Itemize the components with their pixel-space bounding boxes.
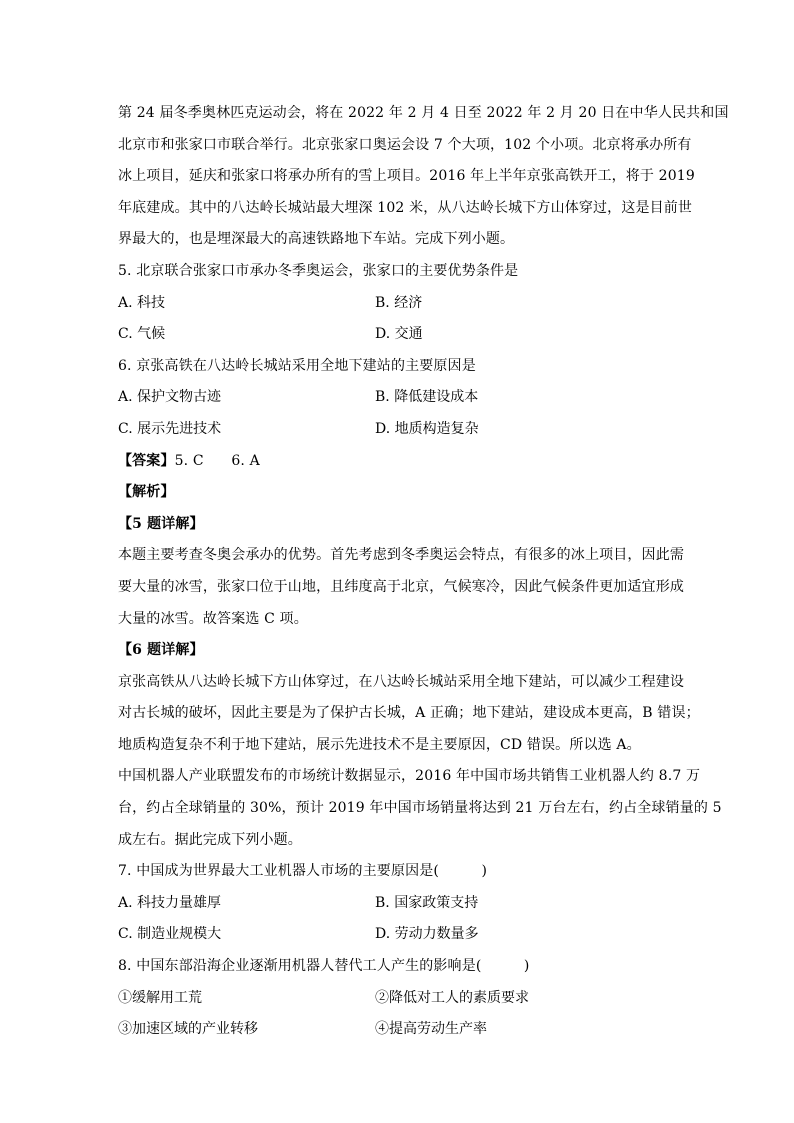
option-row: [118, 414, 678, 446]
detail-line: 要大量的冰雪，张家口位于山地，且纬度高于北京，气候寒冷，因此气候条件更加适宜形成: [118, 578, 684, 595]
passage-robots: [118, 761, 722, 856]
passage-olympics: [118, 98, 729, 256]
passage-line: 界最大的，也是埋深最大的高速铁路地下车站。完成下列小题。: [118, 231, 515, 248]
question-stem: 6. 京张高铁在八达岭长城站采用全地下建站的主要原因是: [118, 357, 476, 374]
passage-line: 台，约占全球销量的 30%，预计 2019 年中国市场销量将达到 21 万台左右，约占全球销量的 5: [118, 800, 722, 817]
option-row: [118, 983, 678, 1015]
passage-line: 中国机器人产业联盟发布的市场统计数据显示，2016 年中国市场共销售工业机器人约 8.7 万: [118, 768, 701, 785]
option-3: ③加速区域的产业转移: [118, 1021, 258, 1038]
option-a: A. 保护文物古迹: [118, 389, 222, 406]
option-row: [118, 1014, 678, 1046]
passage-line: 北京市和张家口市联合举行。北京张家口奥运会设 7 个大项，102 个小项。北京将承办所有: [118, 136, 692, 153]
q6-detail-tag: 【6 题详解】: [118, 642, 204, 659]
option-a: A. 科技: [118, 294, 166, 311]
question-6: [118, 351, 678, 446]
option-row: [118, 888, 678, 920]
detail-line: 大量的冰雪。故答案选 C 项。: [118, 610, 308, 627]
answer-tag: 【答案】: [118, 452, 175, 469]
passage-line: 第 24 届冬季奥林匹克运动会，将在 2022 年 2 月 4 日至 2022 年 2 月 20 日在中华人民共和国: [118, 105, 729, 121]
document-content: [118, 98, 729, 1046]
detail-line: 地质构造复杂不利于地下建站，展示先进技术不是主要原因，CD 错误。所以选 A。: [118, 736, 641, 753]
option-1: ①缓解用工荒: [118, 989, 202, 1006]
detail-line: 对古长城的破坏，因此主要是为了保护古长城，A 正确；地下建站，建设成本更高，B 错误；: [118, 705, 700, 722]
option-2: ②降低对工人的素质要求: [375, 989, 529, 1006]
option-row: [118, 288, 678, 320]
answer-text: 5. C 6. A: [174, 452, 260, 469]
detail-line: 京张高铁从八达岭长城下方山体穿过，在八达岭长城站采用全地下建站，可以减少工程建设: [118, 673, 684, 690]
option-d: D. 交通: [375, 326, 423, 343]
q5-detail-tag: 【5 题详解】: [118, 515, 204, 532]
detail-line: 本题主要考查冬奥会承办的优势。首先考虑到冬季奥运会特点，有很多的冰上项目，因此需: [118, 547, 684, 564]
option-c: C. 气候: [118, 326, 166, 343]
q6-detail: [118, 667, 700, 762]
option-a: A. 科技力量雄厚: [118, 894, 222, 911]
passage-line: 年底建成。其中的八达岭长城站最大埋深 102 米，从八达岭长城下方山体穿过，这是目前世: [118, 199, 693, 216]
option-c: C. 制造业规模大: [118, 926, 222, 943]
question-5: [118, 256, 678, 351]
option-b: B. 经济: [375, 294, 423, 311]
option-c: C. 展示先进技术: [118, 420, 222, 437]
question-stem: 8. 中国东部沿海企业逐渐用机器人替代工人产生的影响是( ): [118, 958, 530, 975]
option-4: ④提高劳动生产率: [375, 1021, 487, 1038]
q5-detail: [118, 540, 684, 635]
option-d: D. 地质构造复杂: [375, 420, 479, 437]
option-b: B. 降低建设成本: [375, 389, 479, 406]
question-7: [118, 856, 678, 951]
option-row: [118, 382, 678, 414]
analysis-tag: 【解析】: [118, 484, 175, 501]
passage-line: 冰上项目，延庆和张家口将承办所有的雪上项目。2016 年上半年京张高铁开工，将于 2019: [118, 168, 695, 185]
option-d: D. 劳动力数量多: [375, 926, 479, 943]
option-row: [118, 319, 678, 351]
passage-line: 成左右。据此完成下列小题。: [118, 831, 302, 848]
option-row: [118, 919, 678, 951]
question-stem: 7. 中国成为世界最大工业机器人市场的主要原因是( ): [118, 863, 488, 880]
answer-line: [118, 446, 678, 478]
option-b: B. 国家政策支持: [375, 894, 479, 911]
question-stem: 5. 北京联合张家口市承办冬季奥运会，张家口的主要优势条件是: [118, 262, 519, 279]
question-8: [118, 951, 678, 1046]
